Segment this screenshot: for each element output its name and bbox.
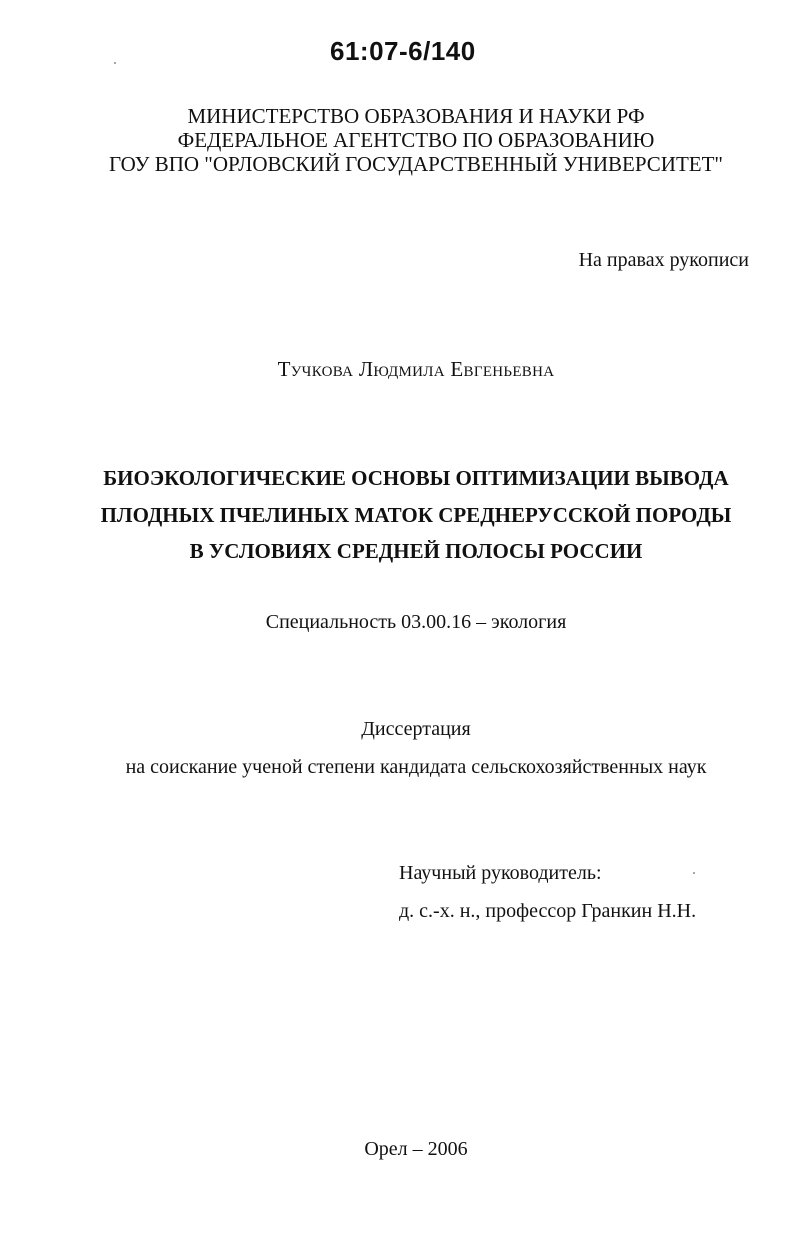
scan-speck	[114, 62, 116, 64]
city-year: Орел – 2006	[364, 1138, 468, 1160]
dissertation-title-line-2: ПЛОДНЫХ ПЧЕЛИНЫХ МАТОК СРЕДНЕРУССКОЙ ПОРОДЫ	[100, 503, 732, 527]
dissertation-title-line-3: В УСЛОВИЯХ СРЕДНЕЙ ПОЛОСЫ РОССИИ	[189, 539, 643, 563]
university-line: ГОУ ВПО "ОРЛОВСКИЙ ГОСУДАРСТВЕННЫЙ УНИВЕРСИТЕТ"	[108, 152, 724, 176]
author-name: Тучкова Людмила Евгеньевна	[277, 357, 555, 381]
dissertation-title-line-1: БИОЭКОЛОГИЧЕСКИЕ ОСНОВЫ ОПТИМИЗАЦИИ ВЫВОДА	[103, 466, 729, 490]
work-type: Диссертация	[361, 718, 471, 740]
scan-speck	[693, 872, 695, 874]
degree-line: на соискание ученой степени кандидата сельскохозяйственных наук	[125, 756, 707, 778]
supervisor-name: д. с.-х. н., профессор Гранкин Н.Н.	[399, 900, 697, 922]
supervisor-label: Научный руководитель:	[399, 862, 602, 884]
ministry-line: МИНИСТЕРСТВО ОБРАЗОВАНИЯ И НАУКИ РФ	[187, 104, 645, 128]
specialty-line: Специальность 03.00.16 – экология	[265, 611, 567, 633]
manuscript-rights-note: На правах рукописи	[578, 249, 749, 271]
catalog-number: 61:07-6/140	[330, 36, 476, 66]
agency-line: ФЕДЕРАЛЬНОЕ АГЕНТСТВО ПО ОБРАЗОВАНИЮ	[177, 128, 655, 152]
